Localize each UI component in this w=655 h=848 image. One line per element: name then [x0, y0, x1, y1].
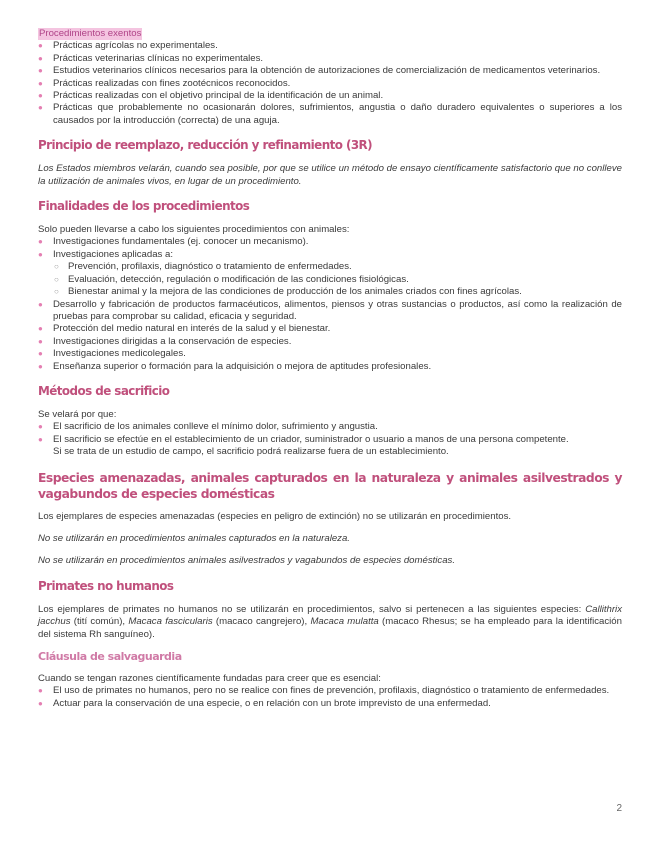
list-item: ● Investigaciones fundamentales (ej. conocer un mecanismo). [38, 236, 622, 248]
list-item: ● Prácticas que probablemente no ocasionarán dolores, sufrimientos, angustia o daño duradero equivalentes o superiores a los causados por la introducción (correcta) de una aguja. [38, 102, 622, 127]
primates-text-part: (tití común), [70, 616, 129, 628]
list-item: ● Actuar para la conservación de una especie, o en relación con un brote imprevisto de una enfermedad. [38, 698, 622, 710]
list-item: ● Prácticas realizadas con fines zootécnicos reconocidos. [38, 78, 622, 90]
slaughter-intro: Se velará por que: [38, 408, 117, 420]
list-item: ● El sacrificio de los animales conlleve el mínimo dolor, sufrimiento y angustia. [38, 421, 622, 433]
list-item: ● Prácticas veterinarias clínicas no experimentales. [38, 53, 622, 65]
endangered-p2: No se utilizarán en procedimientos animales capturados en la naturaleza. [38, 532, 350, 544]
endangered-p3: No se utilizarán en procedimientos animales asilvestrados y vagabundos de especies domésticas. [38, 555, 456, 567]
list-item: ● El uso de primates no humanos, pero no se realice con fines de prevención, profilaxis, diagnóstico o tratamiento de enfermedades. [38, 685, 622, 697]
page-number: 2 [616, 803, 622, 814]
list-item: ● Investigaciones medicolegales. [38, 348, 622, 360]
primates-text-part: Los ejemplares de primates no humanos no se utilizarán en procedimientos, salvo si pertenecen a las siguientes especies: [38, 603, 586, 615]
document-page [38, 28, 622, 710]
primates-text-part: (macaco cangrejero), [212, 616, 311, 628]
list-item: ● Prácticas agrícolas no experimentales. [38, 40, 622, 52]
safeguard-heading: Cláusula de salvaguardia [38, 650, 182, 663]
principle-heading: Principio de reemplazo, reducción y refinamiento (3R) [38, 138, 373, 154]
safeguard-intro: Cuando se tengan razones científicamente fundadas para creer que es esencial: [38, 673, 381, 684]
sub-list-item: ○ Prevención, profilaxis, diagnóstico o tratamiento de enfermedades. [38, 261, 622, 273]
list-item: ● Protección del medio natural en interés de la salud y el bienestar. [38, 323, 622, 335]
purposes-intro: Solo pueden llevarse a cabo los siguientes procedimientos con animales: [38, 224, 350, 236]
primates-heading: Primates no humanos [38, 578, 174, 594]
exempt-heading: Procedimientos exentos [39, 28, 142, 39]
primates-text [38, 604, 622, 641]
list-item: ● Estudios veterinarios clínicos necesarios para la obtención de autorizaciones de comercialización de medicamentos veterinarios. [38, 65, 622, 77]
list-item: ● El sacrificio se efectúe en el establecimiento de un criador, suministrador o usuario a manos de una persona competente. [38, 434, 622, 446]
species-name: Macaca fascicularis [128, 616, 213, 628]
purposes-list [38, 236, 622, 372]
sub-list-item: ○ Evaluación, detección, regulación o modificación de las condiciones fisiológicas. [38, 274, 622, 286]
list-item: ● Enseñanza superior o formación para la adquisición o mejora de aptitudes profesionales. [38, 361, 622, 373]
primates-text-part: (macaco Rhesus; se ha empleado para la identificación del sistema Rh sanguíneo). [38, 616, 622, 640]
list-item: ● Desarrollo y fabricación de productos farmacéuticos, alimentos, piensos y otras sustancias o productos, así como la realización de pruebas para comprobar su calidad, eficacia y seguridad. [38, 299, 622, 324]
purposes-heading: Finalidades de los procedimientos [38, 199, 250, 215]
endangered-heading: Especies amenazadas, animales capturados en la naturaleza y animales asilvestrados y vagabundos de especies domésticas [38, 470, 622, 501]
species-name: Macaca mulatta [310, 616, 379, 628]
slaughter-heading: Métodos de sacrificio [38, 383, 170, 399]
safeguard-list [38, 685, 622, 710]
sub-list-item: ○ Bienestar animal y la mejora de las condiciones de producción de los animales criados con fines agrícolas. [38, 286, 622, 298]
endangered-p1: Los ejemplares de especies amenazadas (especies en peligro de extinción) no se utilizarán en procedimientos. [38, 510, 512, 522]
principle-text: Los Estados miembros velarán, cuando sea posible, por que se utilice un método de ensayo científicamente satisfactorio que no conlleve la utilización de animales vivos, en lugar de un procedimiento. [38, 163, 622, 187]
list-item: ● Investigaciones aplicadas a: [38, 249, 622, 261]
list-item: ● Prácticas realizadas con el objetivo principal de la identificación de un animal. [38, 90, 622, 102]
slaughter-continuation: Si se trata de un estudio de campo, el sacrificio podrá realizarse fuera de un establecimiento. [53, 446, 449, 458]
list-item: ● Investigaciones dirigidas a la conservación de especies. [38, 336, 622, 348]
exempt-list [38, 40, 622, 127]
slaughter-list [38, 421, 622, 446]
species-name: Callithrix jacchus [38, 603, 622, 628]
